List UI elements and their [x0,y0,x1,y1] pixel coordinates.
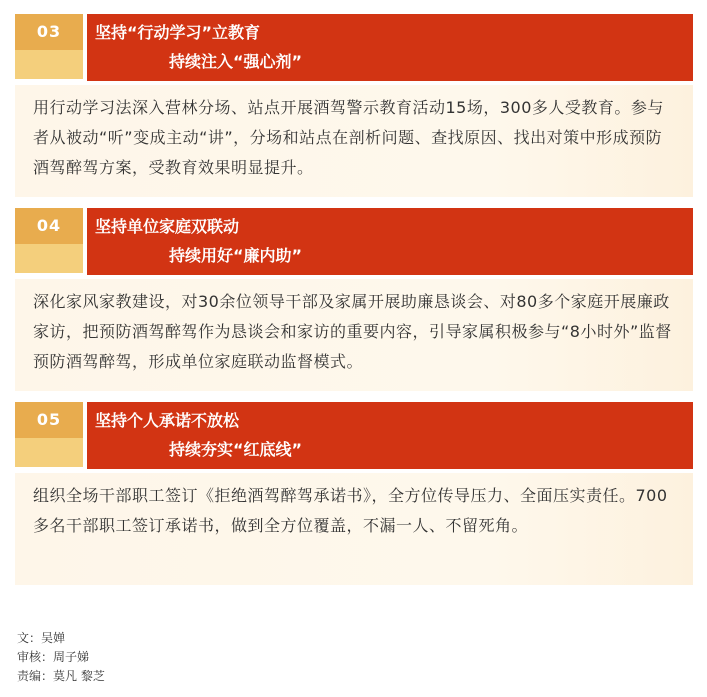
section-number: 03 [15,14,83,50]
section-header [15,402,693,469]
section-number: 04 [15,208,83,244]
number-box [15,14,83,79]
section-05 [15,402,693,535]
section-header [15,14,693,81]
credit-editor: 责编：莫凡 黎芝 [17,669,105,683]
title-bar [87,402,693,469]
section-title-line2: 持续用好“廉内助” [169,246,303,265]
section-03 [15,14,693,177]
section-body: 用行动学习法深入营林分场、站点开展酒驾警示教育活动15场，300多人受教育。参与者从被动“听”变成主动“讲”，分场和站点在剖析问题、查找原因、找出对策中形成预防酒驾醉驾方案，受教育效果明显提升。 [15,85,693,197]
section-number: 05 [15,402,83,438]
credits [17,629,105,686]
section-title-line1: 坚持个人承诺不放松 [95,411,240,430]
section-body: 深化家风家教建设，对30余位领导干部及家属开展助廉恳谈会、对80多个家庭开展廉政家访，把预防酒驾醉驾作为恳谈会和家访的重要内容，引导家属积极参与“8小时外”监督预防酒驾醉驾，形成单位家庭联动监督模式。 [15,279,693,391]
number-box [15,402,83,467]
section-title-line2: 持续夯实“红底线” [169,440,303,459]
credit-author: 文：吴婵 [17,631,66,645]
section-body: 组织全场干部职工签订《拒绝酒驾醉驾承诺书》，全方位传导压力、全面压实责任。700多名干部职工签订承诺书，做到全方位覆盖，不漏一人、不留死角。 [15,473,693,585]
title-bar [87,14,693,81]
section-header [15,208,693,275]
section-title-line1: 坚持“行动学习”立教育 [95,23,261,42]
section-title-line1: 坚持单位家庭双联动 [95,217,240,236]
title-bar [87,208,693,275]
section-title-line2: 持续注入“强心剂” [169,52,303,71]
number-box [15,208,83,273]
credit-reviewer: 审核：周子娣 [17,650,90,664]
section-04 [15,208,693,371]
